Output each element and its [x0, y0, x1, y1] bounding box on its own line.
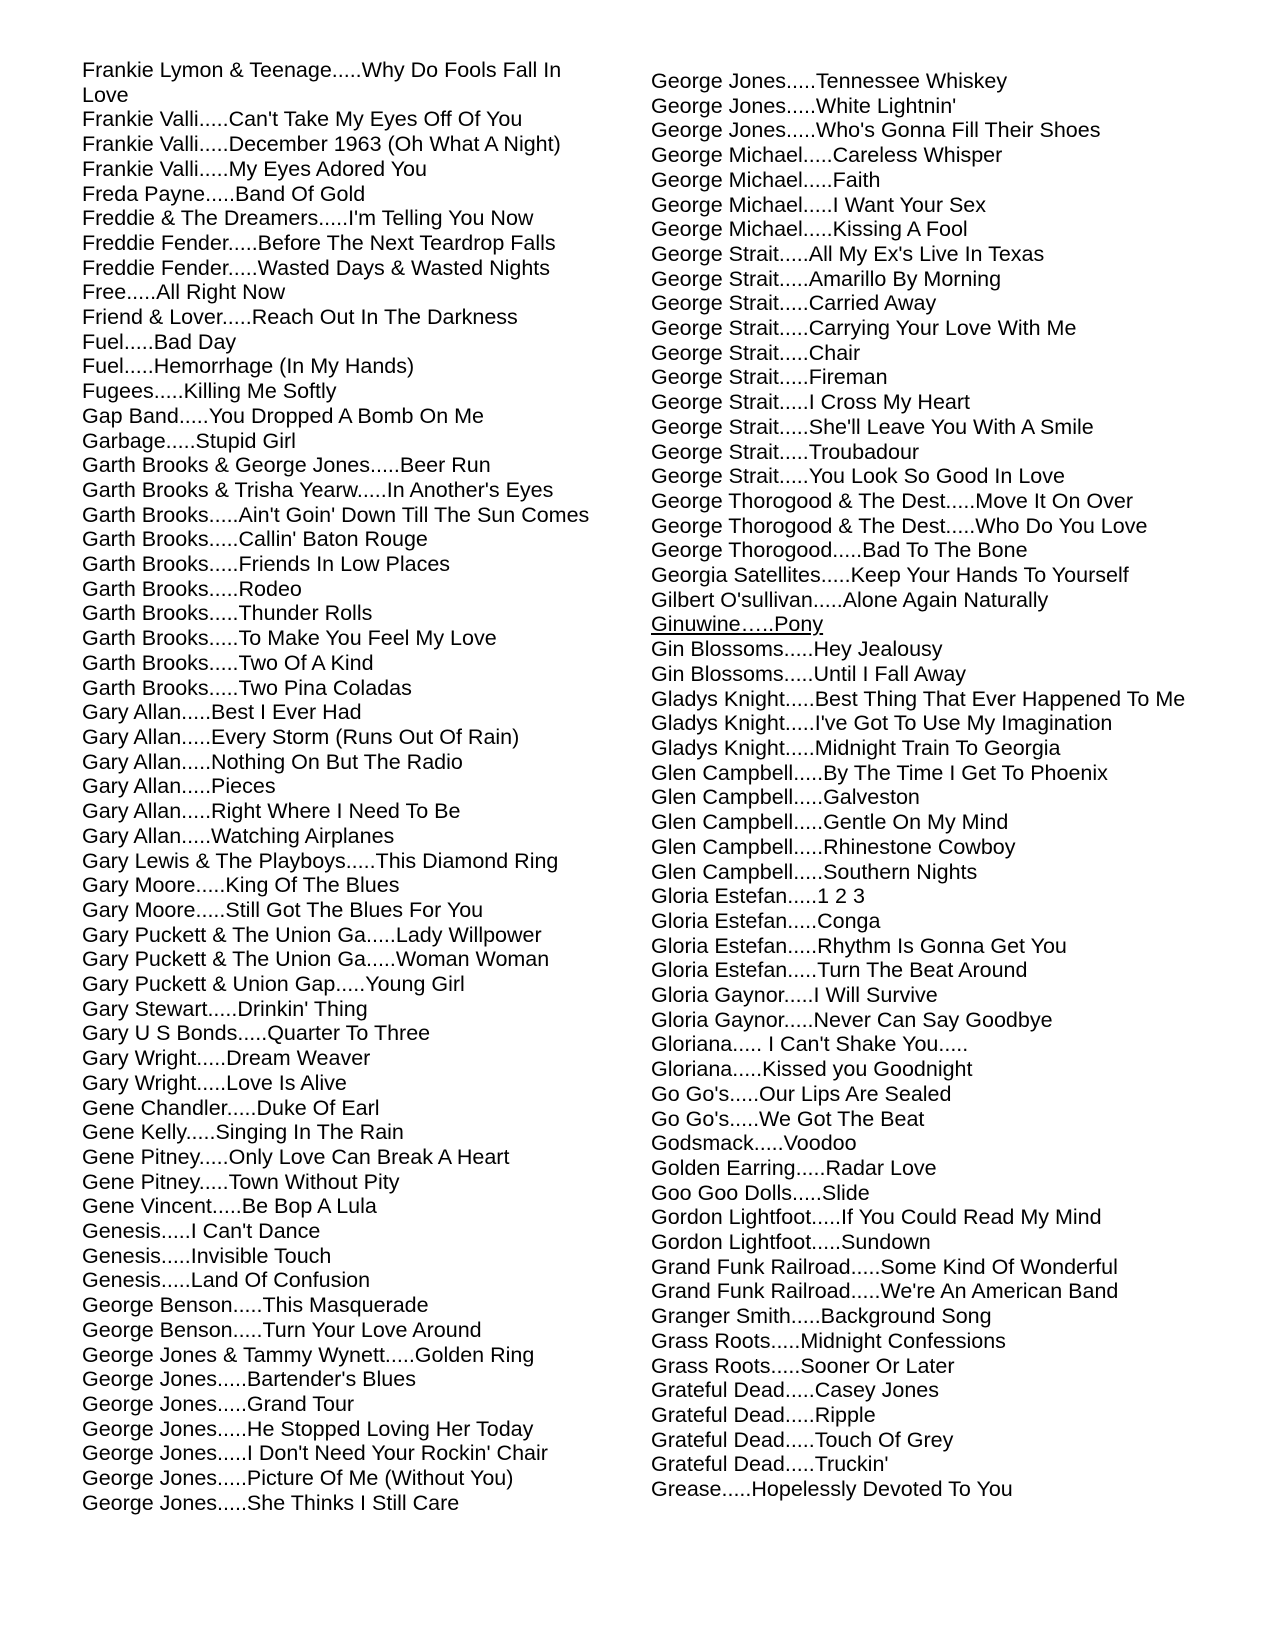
song-entry: Gloria Estefan.....Conga: [651, 908, 881, 933]
song-entry: Genesis.....I Can't Dance: [82, 1219, 321, 1244]
song-entry: George Jones.....Who's Gonna Fill Their Shoes: [651, 118, 1101, 143]
song-entry: Gary Moore.....King Of The Blues: [82, 873, 400, 898]
song-entry: Gary Allan.....Pieces: [82, 774, 276, 799]
song-entry: George Michael.....Careless Whisper: [651, 143, 1003, 168]
song-entry: George Thorogood & The Dest.....Who Do You Love: [651, 513, 1148, 538]
song-entry: Garth Brooks & Trisha Yearw.....In Another's Eyes: [82, 477, 554, 502]
song-entry: George Jones.....I Don't Need Your Rockin' Chair: [82, 1441, 548, 1466]
song-entry: Glen Campbell.....Rhinestone Cowboy: [651, 834, 1016, 859]
song-entry: Glen Campbell.....Southern Nights: [651, 859, 978, 884]
song-entry: Garth Brooks.....To Make You Feel My Love: [82, 626, 497, 651]
song-entry: George Strait.....Carried Away: [651, 291, 937, 316]
song-entry: George Strait.....Fireman: [651, 365, 888, 390]
song-entry: Fuel.....Hemorrhage (In My Hands): [82, 354, 415, 379]
song-entry: Garbage.....Stupid Girl: [82, 428, 296, 453]
song-entry: Gary Allan.....Watching Airplanes: [82, 823, 395, 848]
song-entry: George Strait.....She'll Leave You With A Smile: [651, 414, 1094, 439]
song-entry: Gary Allan.....Every Storm (Runs Out Of Rain): [82, 724, 520, 749]
song-entry: Gary Moore.....Still Got The Blues For You: [82, 897, 484, 922]
song-entry: George Strait.....Amarillo By Morning: [651, 266, 1002, 291]
song-entry: Grass Roots.....Sooner Or Later: [651, 1353, 955, 1378]
song-entry: George Thorogood.....Bad To The Bone: [651, 538, 1028, 563]
song-entry: Gordon Lightfoot.....Sundown: [651, 1230, 931, 1255]
song-entry: Gloria Gaynor.....I Will Survive: [651, 983, 938, 1008]
song-entry: Genesis.....Invisible Touch: [82, 1243, 332, 1268]
song-entry: George Strait.....Chair: [651, 340, 861, 365]
song-entry: Frankie Valli.....My Eyes Adored You: [82, 156, 427, 181]
song-entry: Gordon Lightfoot.....If You Could Read My Mind: [651, 1205, 1102, 1230]
song-entry: Gene Pitney.....Town Without Pity: [82, 1169, 400, 1194]
song-entry: George Michael.....Faith: [651, 167, 881, 192]
song-entry: Glen Campbell.....Galveston: [651, 785, 920, 810]
song-entry: Gary Puckett & The Union Ga.....Woman Woman: [82, 947, 550, 972]
song-column-right: [651, 69, 1211, 1502]
song-entry: Golden Earring.....Radar Love: [651, 1155, 937, 1180]
song-entry: Gap Band.....You Dropped A Bomb On Me: [82, 403, 484, 428]
song-entry: Freddie & The Dreamers.....I'm Telling You Now: [82, 206, 534, 231]
song-entry: Gene Kelly.....Singing In The Rain: [82, 1120, 404, 1145]
song-entry: Frankie Valli.....Can't Take My Eyes Off Of You: [82, 107, 523, 132]
song-entry: Freda Payne.....Band Of Gold: [82, 181, 366, 206]
song-entry: George Jones & Tammy Wynett.....Golden Ring: [82, 1342, 535, 1367]
song-entry: George Jones.....Bartender's Blues: [82, 1367, 416, 1392]
song-entry: Gene Pitney.....Only Love Can Break A Heart: [82, 1144, 510, 1169]
song-entry: Gene Chandler.....Duke Of Earl: [82, 1095, 380, 1120]
song-entry: George Strait.....Carrying Your Love With Me: [651, 316, 1077, 341]
song-entry: Glen Campbell.....Gentle On My Mind: [651, 810, 1009, 835]
song-entry: Granger Smith.....Background Song: [651, 1304, 992, 1329]
song-entry: Glen Campbell.....By The Time I Get To Phoenix: [651, 760, 1108, 785]
song-entry: Gary Puckett & Union Gap.....Young Girl: [82, 972, 465, 997]
song-entry: Gin Blossoms.....Until I Fall Away: [651, 661, 967, 686]
song-column-left: [82, 58, 612, 1515]
song-entry: Garth Brooks.....Thunder Rolls: [82, 601, 373, 626]
song-entry: Garth Brooks.....Rodeo: [82, 576, 302, 601]
song-entry: Gloria Estefan.....Rhythm Is Gonna Get You: [651, 933, 1067, 958]
song-entry: George Jones.....She Thinks I Still Care: [82, 1490, 460, 1515]
song-entry: Genesis.....Land Of Confusion: [82, 1268, 371, 1293]
song-entry: Garth Brooks.....Ain't Goin' Down Till The Sun Comes: [82, 502, 590, 527]
song-entry: Godsmack.....Voodoo: [651, 1131, 857, 1156]
song-entry: Gary Allan.....Nothing On But The Radio: [82, 749, 463, 774]
song-entry: Garth Brooks.....Two Pina Coladas: [82, 675, 412, 700]
song-entry: Gary Allan.....Right Where I Need To Be: [82, 799, 461, 824]
song-entry: Garth Brooks.....Two Of A Kind: [82, 650, 374, 675]
song-entry: Gary Lewis & The Playboys.....This Diamond Ring: [82, 848, 559, 873]
song-entry: George Strait.....I Cross My Heart: [651, 390, 971, 415]
song-entry: Gary Wright.....Dream Weaver: [82, 1046, 371, 1071]
song-entry: George Michael.....I Want Your Sex: [651, 192, 987, 217]
song-entry: Gladys Knight.....Midnight Train To Georgia: [651, 735, 1061, 760]
song-entry: Grateful Dead.....Ripple: [651, 1402, 876, 1427]
song-entry: Gladys Knight.....I've Got To Use My Imagination: [651, 711, 1113, 736]
song-entry: Freddie Fender.....Before The Next Teardrop Falls: [82, 230, 556, 255]
song-entry: Gladys Knight.....Best Thing That Ever Happened To Me: [651, 686, 1186, 711]
song-entry: Free.....All Right Now: [82, 280, 286, 305]
song-entry: George Michael.....Kissing A Fool: [651, 217, 968, 242]
song-entry: Friend & Lover.....Reach Out In The Darkness: [82, 305, 518, 330]
song-entry: Grateful Dead.....Touch Of Grey: [651, 1427, 954, 1452]
song-entry: George Benson.....This Masquerade: [82, 1293, 429, 1318]
song-entry: Gilbert O'sullivan.....Alone Again Naturally: [651, 587, 1049, 612]
song-entry: Frankie Lymon & Teenage.....Why Do Fools Fall In Love: [82, 58, 562, 107]
song-entry: George Jones.....Grand Tour: [82, 1391, 355, 1416]
song-entry: Gary Allan.....Best I Ever Had: [82, 700, 362, 725]
song-entry: George Strait.....Troubadour: [651, 439, 920, 464]
song-entry: Go Go's.....Our Lips Are Sealed: [651, 1081, 952, 1106]
song-entry: Grease.....Hopelessly Devoted To You: [651, 1477, 1013, 1502]
song-entry: Gary Wright.....Love Is Alive: [82, 1070, 347, 1095]
song-entry: Grass Roots.....Midnight Confessions: [651, 1328, 1006, 1353]
song-entry: Fugees.....Killing Me Softly: [82, 379, 337, 404]
song-entry: Gene Vincent.....Be Bop A Lula: [82, 1194, 377, 1219]
song-entry: Garth Brooks.....Friends In Low Places: [82, 552, 451, 577]
song-entry: George Jones.....Tennessee Whiskey: [651, 69, 1008, 93]
song-entry: Ginuwine…..Pony: [651, 612, 824, 637]
song-entry: Grateful Dead.....Truckin': [651, 1452, 889, 1477]
song-entry: Frankie Valli.....December 1963 (Oh What A Night): [82, 132, 561, 157]
song-entry: Grand Funk Railroad.....We're An American Band: [651, 1279, 1119, 1304]
song-entry: George Jones.....Picture Of Me (Without You): [82, 1466, 514, 1491]
song-entry: Grand Funk Railroad.....Some Kind Of Wonderful: [651, 1254, 1118, 1279]
song-entry: Gloria Estefan.....1 2 3: [651, 884, 865, 909]
song-entry: George Strait.....All My Ex's Live In Texas: [651, 241, 1045, 266]
song-entry: Gary Stewart.....Drinkin' Thing: [82, 996, 368, 1021]
song-entry: Gloria Gaynor.....Never Can Say Goodbye: [651, 1007, 1053, 1032]
song-entry: Garth Brooks & George Jones.....Beer Run: [82, 453, 491, 478]
song-entry: Garth Brooks.....Callin' Baton Rouge: [82, 527, 428, 552]
song-entry: George Thorogood & The Dest.....Move It On Over: [651, 488, 1133, 513]
song-entry: George Strait.....You Look So Good In Love: [651, 464, 1065, 489]
song-entry: Georgia Satellites.....Keep Your Hands To Yourself: [651, 563, 1129, 588]
song-entry: Goo Goo Dolls.....Slide: [651, 1180, 870, 1205]
song-entry: Gary U S Bonds.....Quarter To Three: [82, 1021, 431, 1046]
song-entry: Gary Puckett & The Union Ga.....Lady Willpower: [82, 922, 542, 947]
song-entry: Gloriana..... I Can't Shake You.....: [651, 1032, 969, 1057]
song-entry: Freddie Fender.....Wasted Days & Wasted Nights: [82, 255, 551, 280]
song-entry: Gloria Estefan.....Turn The Beat Around: [651, 958, 1028, 983]
song-entry: Gloriana.....Kissed you Goodnight: [651, 1057, 973, 1082]
song-entry: George Benson.....Turn Your Love Around: [82, 1317, 482, 1342]
song-entry: George Jones.....White Lightnin': [651, 93, 957, 118]
song-entry: Grateful Dead.....Casey Jones: [651, 1378, 940, 1403]
song-entry: George Jones.....He Stopped Loving Her Today: [82, 1416, 534, 1441]
song-entry: Fuel.....Bad Day: [82, 329, 237, 354]
song-entry: Gin Blossoms.....Hey Jealousy: [651, 637, 943, 662]
song-entry: Go Go's.....We Got The Beat: [651, 1106, 925, 1131]
